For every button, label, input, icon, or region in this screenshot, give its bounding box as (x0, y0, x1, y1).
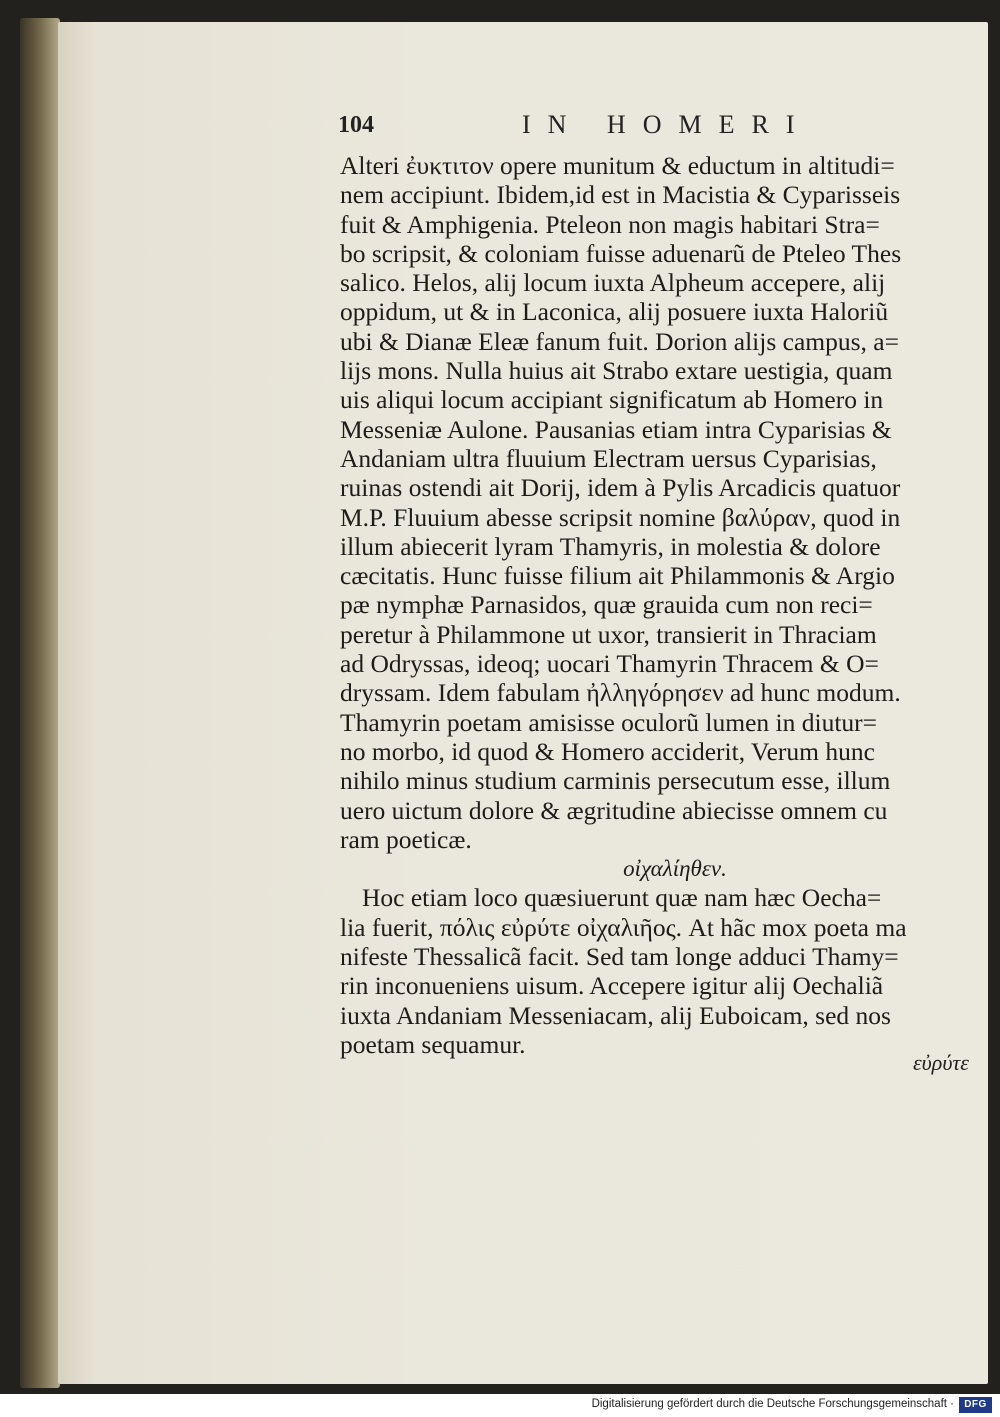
text-line: uis aliqui locum accipiant significatum ab Homero in (340, 385, 884, 415)
text-line: uero uictum dolore & ægritudine abiecisse omnem cu (340, 795, 888, 825)
text-line: lia fuerit, πόλις εὐρύτε οἰχαλιῆος. At hãc mox poeta ma (340, 912, 907, 942)
text-line: no morbo, id quod & Homero acciderit, Verum hunc (340, 736, 875, 766)
catchword: εὐρύτε (913, 1050, 969, 1075)
text-line: rin inconueniens uisum. Accepere igitur alij Oechaliã (340, 971, 884, 1001)
text-line: lijs mons. Nulla huius ait Strabo extare uestigia, quam (340, 356, 893, 386)
text-line: bo scripsit, & coloniam fuisse aduenarũ de Pteleo Thes (340, 238, 902, 268)
page-header (338, 110, 978, 146)
text-line: peretur à Philammone ut uxor, transierit in Thraciam (340, 619, 877, 649)
text-line: poetam sequamur. (340, 1029, 526, 1059)
text-line: ubi & Dianæ Eleæ fanum fuit. Dorion alijs campus, a= (340, 326, 899, 356)
page-number: 104 (338, 112, 374, 138)
text-line: dryssam. Idem fabulam ἠλληγόρησεν ad hunc modum. (340, 678, 901, 708)
text-line: Messeniæ Aulone. Pausanias etiam intra Cyparisias & (340, 414, 892, 444)
text-line: Alteri ἐυκτιτον opere munitum & eductum in altitudi= (340, 151, 895, 180)
text-line: iuxta Andaniam Messeniacam, alij Euboicam, sed nos (340, 1000, 891, 1030)
text-line: Hoc etiam loco quæsiuerunt quæ nam hæc Oecha= (362, 883, 882, 913)
text-line: illum abiecerit lyram Thamyris, in molestia & dolore (340, 531, 881, 561)
text-line: nihilo minus studium carminis persecutum esse, illum (340, 766, 891, 796)
main-text-block (340, 151, 980, 1059)
text-line: salico. Helos, alij locum iuxta Alpheum accepere, alij (340, 268, 886, 298)
text-line: fuit & Amphigenia. Pteleon non magis habitari Stra= (340, 209, 880, 239)
text-line: M.P. Fluuium abesse scripsit nomine βαλύραν, quod in (340, 502, 901, 532)
funding-credit: Digitalisierung gefördert durch die Deutsche Forschungsgemeinschaft · (591, 1398, 954, 1410)
text-line: nem accipiunt. Ibidem,id est in Macistia & Cyparisseis (340, 180, 901, 210)
text-line: Thamyrin poetam amisisse oculorũ lumen in diutur= (340, 707, 878, 737)
text-line: ruinas ostendi ait Dorij, idem à Pylis Arcadicis quatuor (340, 473, 901, 503)
text-line: ram poeticæ. (340, 824, 472, 854)
book-spine-edge (20, 18, 60, 1388)
section-heading: οἰχαλίηθεν. (623, 856, 727, 882)
footer-bar (0, 1394, 1000, 1417)
dfg-logo: DFG (959, 1397, 992, 1413)
text-line: ad Odryssas, ideoq; uocari Thamyrin Thracem & O= (340, 649, 879, 679)
text-line: nifeste Thessalicã facit. Sed tam longe adduci Thamy= (340, 942, 899, 972)
text-line: oppidum, ut & in Laconica, alij posuere iuxta Haloriũ (340, 297, 889, 327)
text-line: cæcitatis. Hunc fuisse filium ait Philammonis & Argio (340, 561, 895, 591)
running-head: IN HOMERI (522, 110, 812, 139)
text-line: pæ nymphæ Parnasidos, quæ grauida cum non reci= (340, 590, 873, 620)
text-line: Andaniam ultra fluuium Electram uersus Cyparisias, (340, 443, 877, 473)
